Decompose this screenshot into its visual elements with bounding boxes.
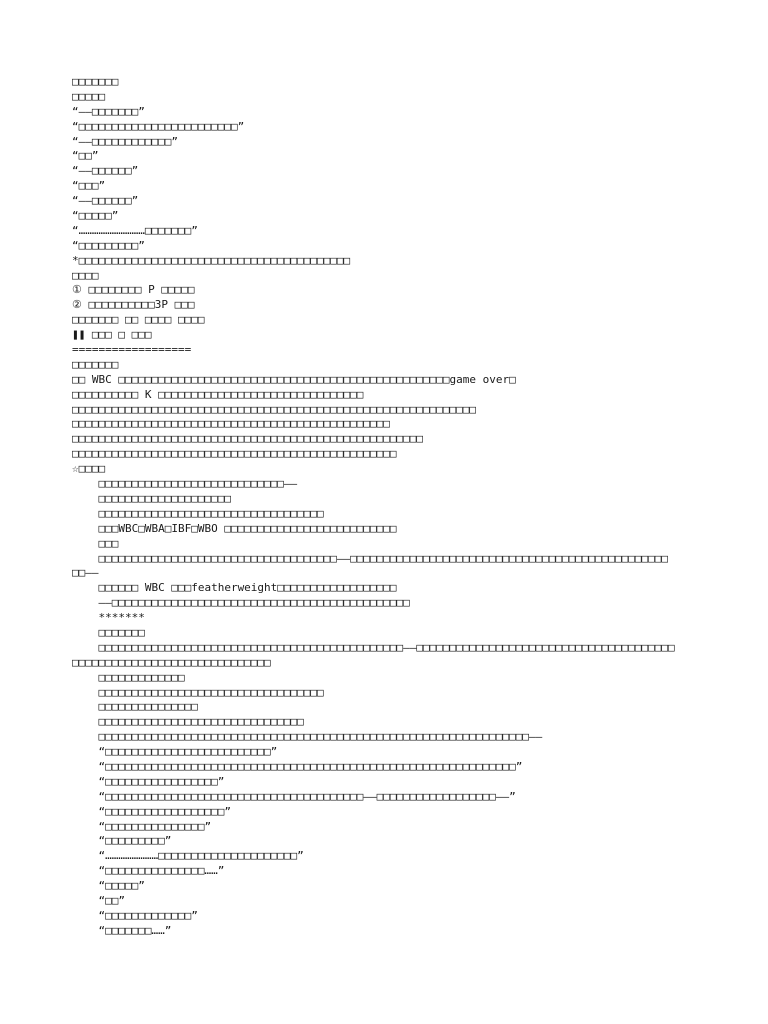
text-line: ② □□□□□□□□□□3P □□□	[72, 298, 195, 312]
text-line: “□□□□□□□□□□□□□□□□□”	[72, 774, 225, 788]
text-line: “□□□□□□□□□”	[72, 238, 145, 252]
text-line: □□□□□□□□□□□□□	[72, 670, 185, 684]
text-line: “□□□□□□□……”	[72, 923, 172, 937]
document-body	[72, 75, 702, 939]
text-line: “——□□□□□□□□□□□□”	[72, 134, 178, 148]
text-line: □□□□□□□□□□□□□□□□□□□□□□□□□□□□□□□□□□□□□□□□□□□□□□□□	[72, 417, 390, 431]
text-line: ① □□□□□□□□ P □□□□□	[72, 283, 195, 297]
text-line: “…………………………□□□□□□□”	[72, 223, 198, 237]
text-line: ❚❚ □□□ □ □□□	[72, 328, 152, 342]
text-line: “□□”	[72, 149, 99, 163]
text-line: ——□□□□□□□□□□□□□□□□□□□□□□□□□□□□□□□□□□□□□□□□□□□□□	[72, 596, 410, 610]
text-line: “——□□□□□□”	[72, 164, 139, 178]
text-line: “□□□□□□□□□”	[72, 834, 172, 848]
text-line: □□□□□□□□□□□□□□□	[72, 700, 198, 714]
text-line: “——□□□□□□□”	[72, 104, 145, 118]
text-line: ☆□□□□	[72, 462, 106, 476]
text-line: “□□□□□□□□□□□□□□□□□□□□□□□□□□□□□□□□□□□□□□□□□□□□□□□□□□□□□□□□□□□□□□”	[72, 759, 523, 773]
text-line: □□□□□□□□□□□□□□□□□□□□□□□□□□□□□□□	[72, 715, 304, 729]
text-line: □□□	[72, 536, 119, 550]
text-line: “□□”	[72, 893, 125, 907]
text-line: “□□□□□□□□□□□□□□□□□□”	[72, 804, 231, 818]
text-line: □□——	[72, 566, 99, 580]
text-line: □□□□□□□	[72, 357, 119, 371]
text-line: □□□□□□□□□□□□□□□□□□□□□□□□□□□□□□□□□□□□□□□□□□□□□□□□□□□□□□□□□□□□□	[72, 402, 476, 416]
text-line: “□□□□□□□□□□□□□□□……”	[72, 864, 225, 878]
text-line: □□ WBC □□□□□□□□□□□□□□□□□□□□□□□□□□□□□□□□□□□□□□□□□□□□□□□□□□game over□	[72, 372, 516, 386]
text-line: □□□□□□□□□□□□□□□□□□□□□□□□□□□□□□□□□□□□□□□□□□□□□□□□□	[72, 447, 397, 461]
text-line: “□□□□□□□□□□□□□□□”	[72, 819, 212, 833]
text-line: □□□□□□□□□□□□□□□□□□□□□□□□□□□□□□□□□□□□□□□□□□□□□□□□□□□□□□□□□□□□□□□□□——	[72, 730, 543, 744]
text-line: “……………………□□□□□□□□□□□□□□□□□□□□□”	[72, 849, 304, 863]
text-line: □□□□□□□□□□□□□□□□□□□□□□□□□□□□——	[72, 477, 298, 491]
text-line: □□□□□□□□□□□□□□□□□□□□□□□□□□□□□□□□□□□□□□□□□□□□□□□□□□□□□	[72, 432, 423, 446]
text-line: □□□□□□□	[72, 625, 145, 639]
text-line: □□□□□□□□□□ K □□□□□□□□□□□□□□□□□□□□□□□□□□□□□□□	[72, 387, 364, 401]
text-line: “□□□□□”	[72, 209, 119, 223]
text-line: □□□WBC□WBA□IBF□WBO □□□□□□□□□□□□□□□□□□□□□□□□□□	[72, 521, 397, 535]
text-line: □□□□□□□ □□ □□□□ □□□□	[72, 313, 205, 327]
text-line: □□□□□□□□□□□□□□□□□□□□□□□□□□□□□□□□□□	[72, 685, 324, 699]
separator-line: ==================	[72, 343, 192, 357]
text-line: □□□□□□□□□□□□□□□□□□□□□□□□□□□□□□□□□□□□——□□□□□□□□□□□□□□□□□□□□□□□□□□□□□□□□□□□□□□□□□□□□□□□□	[72, 551, 669, 565]
text-line: □□□□□□□□□□□□□□□□□□□□□□□□□□□□□□□□□□□□□□□□□□□□□□——□□□□□□□□□□□□□□□□□□□□□□□□□□□□□□□□□□□□□□□	[72, 640, 675, 654]
text-line: “□□□□□□□□□□□□□□□□□□□□□□□□□”	[72, 745, 278, 759]
text-line: □□□□□□□□□□□□□□□□□□□□□□□□□□□□□□□□□□	[72, 506, 324, 520]
text-line: *□□□□□□□□□□□□□□□□□□□□□□□□□□□□□□□□□□□□□□□□□	[72, 253, 351, 267]
text-line: “——□□□□□□”	[72, 194, 139, 208]
text-line: “□□□□□□□□□□□□□□□□□□□□□□□□□□□□□□□□□□□□□□□——□□□□□□□□□□□□□□□□□□——”	[72, 789, 516, 803]
text-line: “□□□”	[72, 179, 106, 193]
text-line: “□□□□□□□□□□□□□”	[72, 908, 198, 922]
text-line: *******	[72, 611, 145, 625]
text-line: □□□□□□□	[72, 75, 119, 88]
text-line: “□□□□□”	[72, 879, 145, 893]
text-line: □□□□	[72, 268, 99, 282]
text-line: □□□□□□□□□□□□□□□□□□□□□□□□□□□□□□	[72, 655, 271, 669]
text-line: □□□□□	[72, 89, 106, 103]
text-line: “□□□□□□□□□□□□□□□□□□□□□□□□”	[72, 119, 245, 133]
text-line: □□□□□□□□□□□□□□□□□□□□	[72, 491, 231, 505]
text-line: □□□□□□ WBC □□□featherweight□□□□□□□□□□□□□□□□□□	[72, 581, 397, 595]
